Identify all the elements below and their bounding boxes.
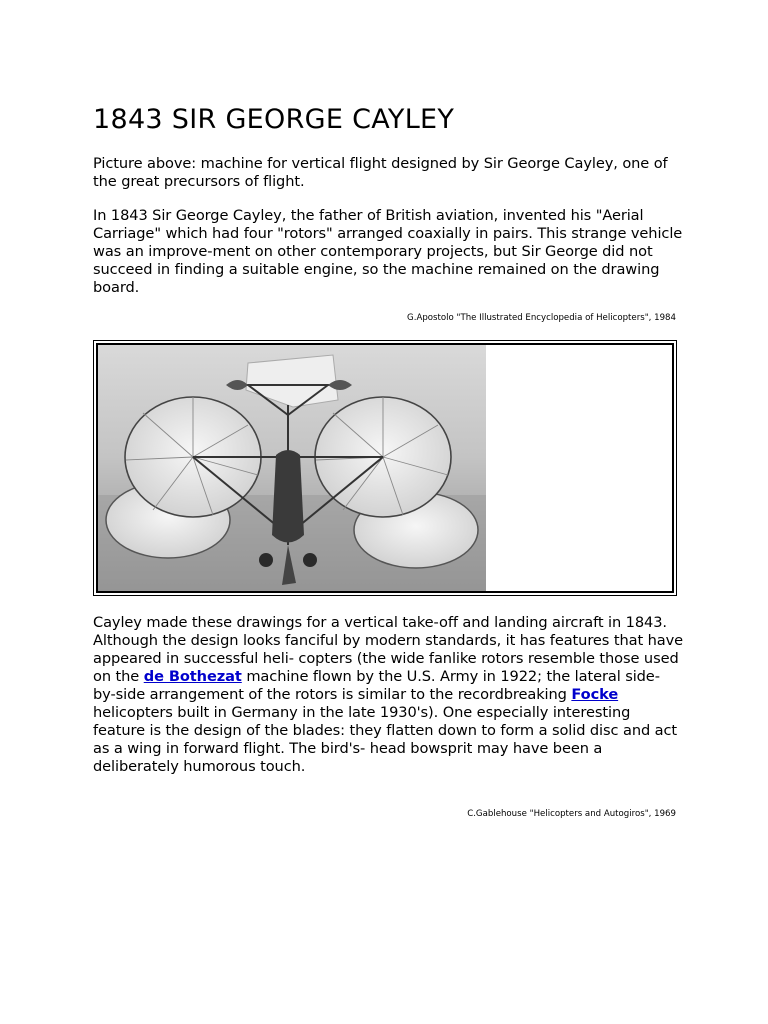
analysis-text-part-1: Cayley made these drawings for a vertical take-off and landing aircraft in 1843. Although the design looks fanciful by modern standards, it has features that have appeared in successful heli- copters (the wide fanlike rotors resemble those used on the <box>93 614 684 685</box>
history-paragraph: In 1843 Sir George Cayley, the father of British aviation, invented his "Aerial Carriage" which had four "rotors" arranged coaxially in pairs. This strange vehicle was an improve-ment on other contemporary projects, but Sir George did not succeed in finding a suitable engine, so the machine remained on the drawing board. <box>93 207 683 296</box>
analysis-text-part-3: helicopters built in Germany in the late 1930's). One especially interesting feature is the design of the blades: they flatten down to form a solid disc and act as a wing in forward flight. The bird's- head bowsprit may have been a deliberately humorous touch. <box>93 704 678 775</box>
de-bothezat-link[interactable]: de Bothezat <box>143 668 242 685</box>
analysis-text-part-2: machine flown by the U.S. Army in 1922; the lateral side- by-side arrangement of the rotors is similar to the recordbreaking <box>93 668 660 703</box>
page-title: 1843 SIR GEORGE CAYLEY <box>93 104 455 135</box>
analysis-paragraph <box>93 614 683 776</box>
citation-gablehouse: C.Gablehouse "Helicopters and Autogiros", 1969 <box>467 809 676 819</box>
intro-paragraph: Picture above: machine for vertical flight designed by Sir George Cayley, one of the great precursors of flight. <box>93 155 668 190</box>
citation-apostolo: G.Apostolo "The Illustrated Encyclopedia of Helicopters", 1984 <box>407 313 676 323</box>
figure-frame <box>96 343 674 593</box>
aerial-carriage-photo <box>98 345 486 593</box>
aerial-carriage-figure <box>93 340 677 596</box>
focke-link[interactable]: Focke <box>571 686 619 703</box>
